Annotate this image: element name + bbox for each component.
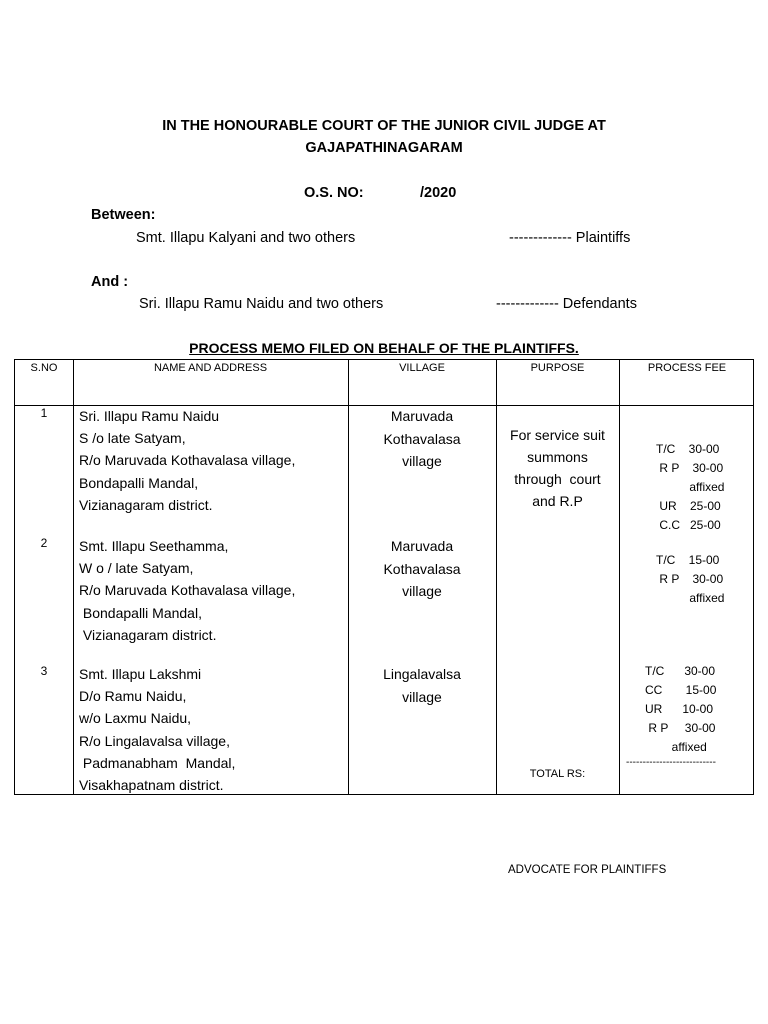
header-sno: S.NO (30, 362, 58, 374)
header-village: VILLAGE (399, 362, 445, 374)
os-year: /2020 (420, 185, 457, 201)
row-sno: 2 (40, 536, 48, 550)
row-sno: 1 (40, 406, 48, 420)
advocate-signature-line: ADVOCATE FOR PLAINTIFFS (508, 864, 667, 876)
memo-title: PROCESS MEMO FILED ON BEHALF OF THE PLAINTIFFS. (189, 340, 579, 356)
header-name-address: NAME AND ADDRESS (153, 362, 268, 374)
plaintiffs-name: Smt. Illapu Kalyani and two others (136, 230, 356, 246)
row-village: Lingalavalsa village (383, 666, 461, 705)
row-process-fee: T/C 15-00 R P 30-00 affixed (656, 553, 725, 605)
court-title-line1: IN THE HONOURABLE COURT OF THE JUNIOR CIVIL JUDGE AT (162, 118, 606, 134)
row-process-fee: T/C 30-00 CC 15-00 UR 10-00 R P 30-00 affixed (645, 664, 717, 754)
row-village: Maruvada Kothavalasa village (383, 408, 461, 469)
purpose-text: For service suit summons through court and R.P (510, 427, 605, 509)
row-village: Maruvada Kothavalasa village (383, 538, 461, 599)
header-purpose: PURPOSE (530, 362, 585, 374)
between-label: Between: (91, 207, 156, 223)
plaintiffs-role: ------------- Plaintiffs (509, 230, 631, 246)
fee-total-rule: --------------------------- (626, 757, 716, 768)
defendants-name: Sri. Illapu Ramu Naidu and two others (139, 296, 384, 312)
os-number-label: O.S. NO: (304, 185, 364, 201)
court-title-line2: GAJAPATHINAGARAM (305, 140, 463, 156)
total-label: TOTAL RS: (529, 768, 586, 780)
row-sno: 3 (40, 664, 48, 678)
process-memo-table (14, 359, 754, 795)
column-divider (73, 360, 74, 794)
row-address: Smt. Illapu Lakshmi D/o Ramu Naidu, w/o Laxmu Naidu, R/o Lingalavalsa village, Padmanabham Mandal, Visakhapatnam district. (79, 666, 236, 794)
row-address: Smt. Illapu Seethamma, W o / late Satyam, R/o Maruvada Kothavalasa village, Bondapalli Mandal, Vizianagaram district. (79, 538, 296, 643)
defendants-role: ------------- Defendants (496, 296, 637, 312)
header-process-fee: PROCESS FEE (647, 362, 727, 374)
and-label: And : (91, 274, 129, 290)
row-process-fee: T/C 30-00 R P 30-00 affixed UR 25-00 C.C 25-00 (656, 442, 725, 532)
column-divider (619, 360, 620, 794)
row-address: Sri. Illapu Ramu Naidu S /o late Satyam, R/o Maruvada Kothavalasa village, Bondapalli Mandal, Vizianagaram district. (79, 408, 296, 513)
